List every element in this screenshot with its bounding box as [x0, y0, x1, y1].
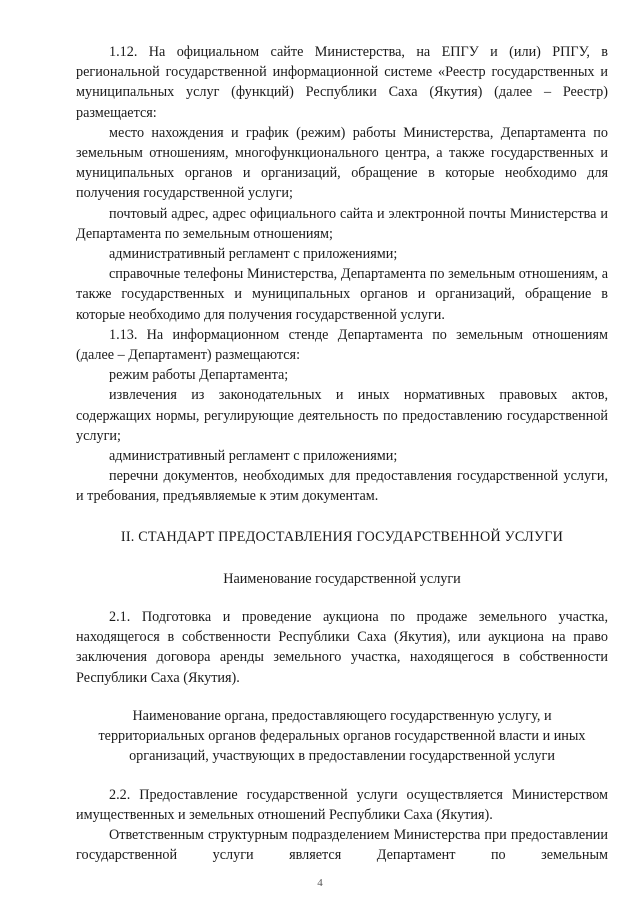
paragraph-document-lists: перечни документов, необходимых для предоставления государственной услуги, и требования, предъявляемые к этим документам.	[76, 468, 608, 505]
spacer	[76, 589, 608, 607]
section-title: II. СТАНДАРТ ПРЕДОСТАВЛЕНИЯ ГОСУДАРСТВЕННОЙ УСЛУГИ	[120, 528, 564, 545]
paragraph-admin-regulation: административный регламент с приложениями;	[109, 246, 398, 263]
subtitle-service-name: Наименование государственной услуги	[223, 570, 461, 587]
paragraph-postal-address: почтовый адрес, адрес официального сайта и электронной почты Министерства и Департамента по земельным отношениям;	[76, 205, 608, 242]
page-number: 4	[317, 877, 323, 889]
paragraph-admin-regulation-2: административный регламент с приложениями;	[109, 448, 398, 465]
subtitle-authority-line-2: территориальных органов федеральных органов государственной власти и иных	[98, 728, 586, 745]
document-body	[76, 42, 608, 865]
subtitle-authority	[76, 706, 608, 767]
paragraph-location-schedule: место нахождения и график (режим) работы Министерства, Департамента по земельным отношениям, многофункционального центра, а также государственных и муниципальных органов и организаций, обращение в которые необходимо для получения государственной услуги;	[76, 124, 608, 202]
paragraph-responsible-unit: Ответственным структурным подразделением Министерства при предоставлении государственной услуги является Департамент по земельным	[76, 826, 608, 864]
paragraph-work-mode: режим работы Департамента;	[109, 367, 289, 384]
paragraph-1-13: 1.13. На информационном стенде Департамента по земельным отношениям (далее – Департамент) размещаются:	[76, 326, 608, 364]
paragraph-extracts: извлечения из законодательных и иных нормативных правовых актов, содержащих нормы, регулирующие деятельность по предоставлению государственной услуги;	[76, 387, 608, 444]
paragraph-phones: справочные телефоны Министерства, Департамента по земельным отношениям, а также государственных и муниципальных органов и организаций, обращение в которые необходимо для получения государственной услуги.	[76, 266, 608, 323]
paragraph-2-2: 2.2. Предоставление государственной услуги осуществляется Министерством имущественных и земельных отношений Республики Саха (Якутия).	[76, 786, 608, 823]
paragraph-1-12: 1.12. На официальном сайте Министерства, на ЕПГУ и (или) РПГУ, в региональной государственной информационной системе «Реестр государственных и муниципальных услуг (функций) Республики Саха (Якутия) (далее – Реестр) размещается:	[76, 44, 608, 121]
spacer	[76, 767, 608, 785]
subtitle-authority-line-3: организаций, участвующих в предоставлении государственной услуги	[129, 748, 555, 765]
paragraph-2-1: 2.1. Подготовка и проведение аукциона по продаже земельного участка, находящегося в собственности Республики Саха (Якутия), или аукциона на право заключения договора аренды земельного участка, находящегося в собственности Республики Саха (Якутия).	[76, 609, 608, 686]
subtitle-authority-line-1: Наименование органа, предоставляющего государственную услугу, и	[132, 707, 552, 724]
